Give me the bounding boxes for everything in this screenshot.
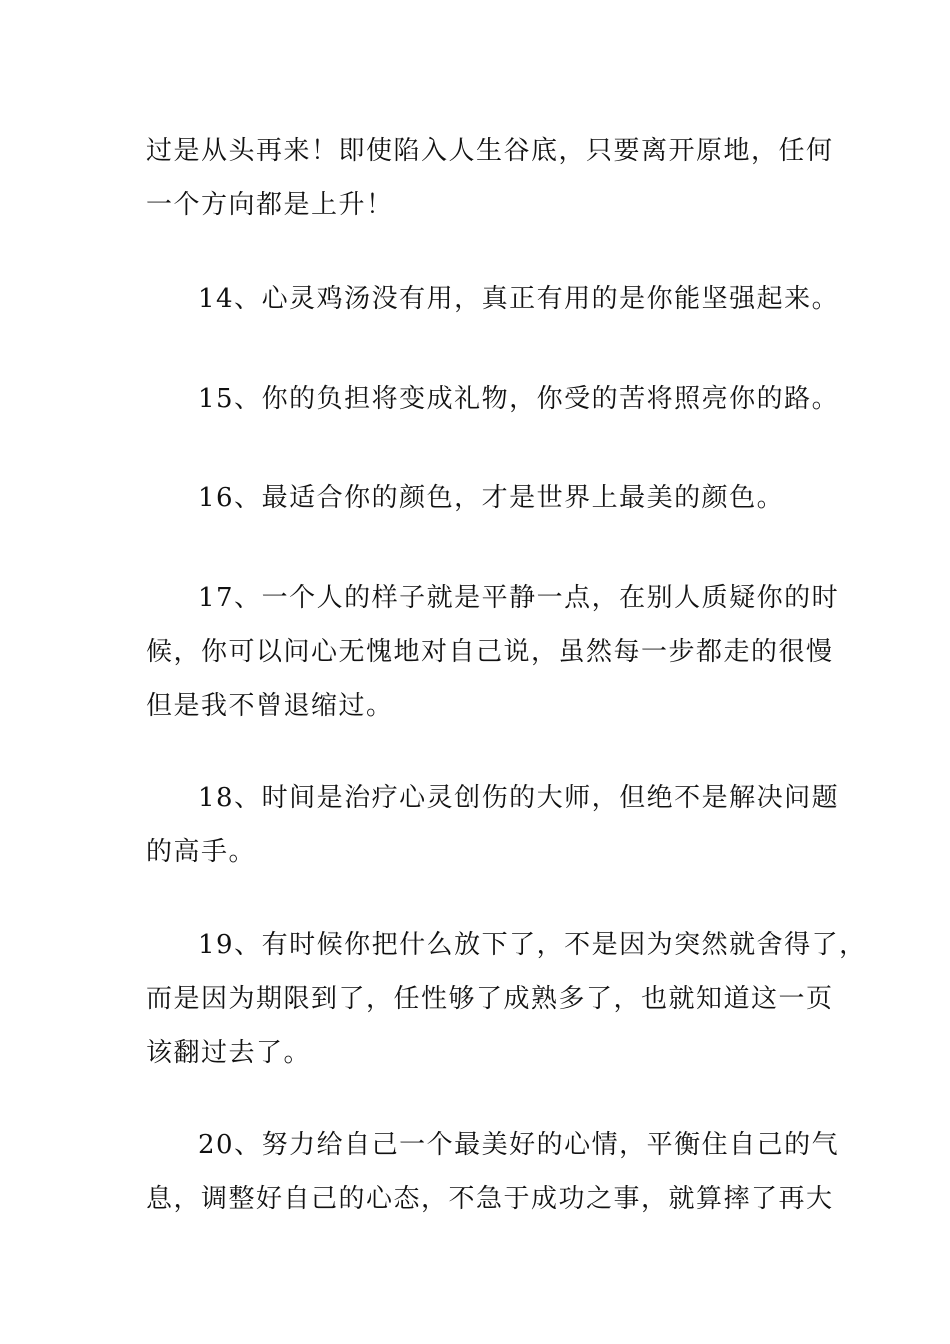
text-line: 20、努力给自己一个最美好的心情，平衡住自己的气 [198, 1130, 840, 1160]
text-line: 15、你的负担将变成礼物，你受的苦将照亮你的路。 [198, 384, 840, 414]
paragraph-item-16 [146, 471, 836, 525]
paragraph-item-15 [146, 372, 840, 426]
text-line: 17、一个人的样子就是平静一点，在别人质疑你的时 [198, 583, 840, 613]
text-line: 19、有时候你把什么放下了，不是因为突然就舍得了， [198, 930, 867, 960]
text-line: 过是从头再来！即使陷入人生谷底，只要离开原地，任何 [146, 136, 834, 166]
text-line: 14、心灵鸡汤没有用，真正有用的是你能坚强起来。 [198, 284, 840, 314]
text-line: 18、时间是治疗心灵创伤的大师，但绝不是解决问题 [198, 783, 840, 813]
text-line: 候，你可以问心无愧地对自己说，虽然每一步都走的很慢 [146, 637, 834, 667]
paragraph-item-20 [146, 1118, 840, 1226]
paragraph-item-19 [146, 918, 867, 1080]
paragraph-item-18 [146, 771, 840, 879]
text-line: 的高手。 [146, 837, 257, 867]
paragraph-item-17 [146, 571, 840, 733]
text-line: 16、最适合你的颜色，才是世界上最美的颜色。 [198, 483, 785, 513]
text-line: 该翻过去了。 [146, 1038, 312, 1068]
text-line: 息，调整好自己的心态，不急于成功之事，就算摔了再大 [146, 1184, 834, 1214]
text-line: 一个方向都是上升！ [146, 190, 394, 220]
paragraph-continuation [146, 124, 836, 232]
text-line: 但是我不曾退缩过。 [146, 691, 394, 721]
paragraph-item-14 [146, 272, 840, 326]
text-line: 而是因为期限到了，任性够了成熟多了，也就知道这一页 [146, 984, 834, 1014]
